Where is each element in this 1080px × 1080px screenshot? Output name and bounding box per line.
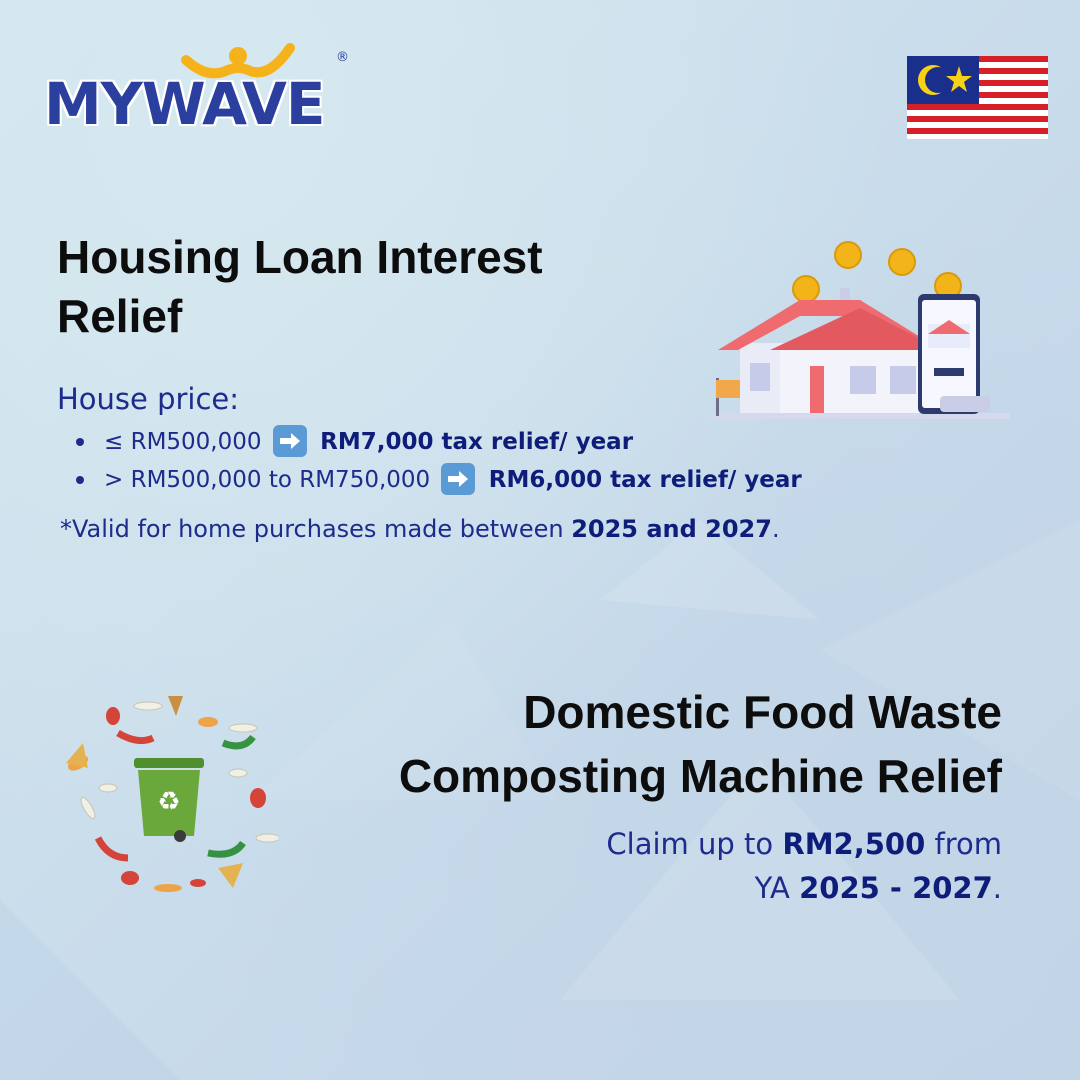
- composting-title: [302, 680, 1002, 808]
- registered-mark: ®: [336, 50, 349, 65]
- composting-title-line2: Composting Machine Relief: [398, 750, 1002, 802]
- malaysia-flag-icon: [907, 56, 1048, 139]
- tier-range: > RM500,000 to RM750,000: [104, 467, 431, 493]
- list-item: [76, 423, 802, 461]
- mywave-logo: [40, 40, 360, 138]
- house-payment-illustration: [710, 238, 1010, 423]
- list-item: [76, 461, 802, 499]
- tier-relief: RM7,000 tax relief/ year: [320, 429, 634, 455]
- house-price-label: House price:: [57, 382, 240, 416]
- logo-text: MYWAVE: [44, 70, 325, 138]
- ya-years: 2025 - 2027: [799, 871, 993, 905]
- tier-range: ≤ RM500,000: [104, 429, 262, 455]
- validity-note: *Valid for home purchases made between 2025 and 2027.: [60, 515, 780, 543]
- claim-text: Claim up to RM2,500 from YA 2025 - 2027.: [606, 827, 1002, 905]
- recycle-icon: ♻: [157, 787, 181, 817]
- composting-title-line1: Domestic Food Waste: [523, 686, 1002, 738]
- food-waste-recycle-bin-illustration: [58, 688, 278, 903]
- tier-relief: RM6,000 tax relief/ year: [488, 467, 802, 493]
- validity-years: 2025 and 2027: [571, 515, 772, 543]
- housing-title: Housing Loan Interest Relief: [57, 231, 543, 342]
- relief-tier-list: [76, 423, 802, 499]
- claim-amount: RM2,500: [782, 827, 926, 861]
- coin-icon: [793, 242, 961, 302]
- arrow-right-icon: [273, 425, 307, 457]
- arrow-right-icon: [441, 463, 475, 495]
